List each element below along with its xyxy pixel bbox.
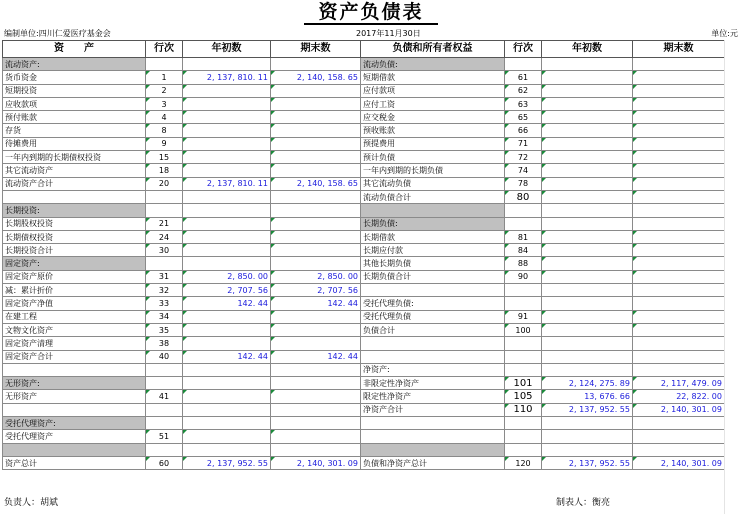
asset-line-cell[interactable]	[146, 403, 183, 416]
liability-name-cell[interactable]: 应交税金	[361, 111, 505, 124]
asset-name-cell[interactable]: 固定资产合计	[3, 350, 146, 363]
header-ending-2[interactable]: 期末数	[633, 41, 725, 58]
liability-beginning-cell[interactable]	[542, 84, 633, 97]
liability-line-cell[interactable]: 80	[505, 190, 542, 203]
asset-line-cell[interactable]	[146, 190, 183, 203]
table-row	[3, 230, 725, 243]
asset-line-cell[interactable]: 35	[146, 323, 183, 336]
asset-name-cell[interactable]: 文物文化资产	[3, 323, 146, 336]
asset-line-cell[interactable]: 51	[146, 430, 183, 443]
asset-line-cell[interactable]: 38	[146, 337, 183, 350]
asset-line-cell[interactable]: 32	[146, 284, 183, 297]
asset-ending-cell[interactable]	[271, 111, 361, 124]
liability-name-cell[interactable]: 净资产合计	[361, 403, 505, 416]
liability-line-cell[interactable]	[505, 363, 542, 376]
asset-ending-cell[interactable]	[271, 58, 361, 71]
asset-ending-cell[interactable]	[271, 217, 361, 230]
asset-line-cell[interactable]	[146, 58, 183, 71]
asset-beginning-cell[interactable]: 2, 137, 952. 55	[183, 456, 271, 469]
liability-line-cell[interactable]: 78	[505, 177, 542, 190]
asset-name-cell[interactable]: 固定资产净值	[3, 297, 146, 310]
liability-line-cell[interactable]: 71	[505, 137, 542, 150]
asset-line-cell[interactable]: 31	[146, 270, 183, 283]
asset-beginning-cell[interactable]	[183, 337, 271, 350]
asset-beginning-cell[interactable]	[183, 363, 271, 376]
table-row	[3, 204, 725, 217]
asset-ending-cell[interactable]: 2, 707. 56	[271, 284, 361, 297]
asset-name-cell[interactable]: 受托代理资产	[3, 430, 146, 443]
liability-name-cell[interactable]	[361, 284, 505, 297]
liability-beginning-cell[interactable]	[542, 363, 633, 376]
liability-name-cell[interactable]: 应付工资	[361, 97, 505, 110]
liability-line-cell[interactable]: 74	[505, 164, 542, 177]
table-row	[3, 417, 725, 430]
liability-beginning-cell[interactable]	[542, 97, 633, 110]
liability-ending-cell[interactable]	[633, 443, 725, 456]
liability-ending-cell[interactable]	[633, 124, 725, 137]
liability-ending-cell[interactable]: 2, 140, 301. 09	[633, 403, 725, 416]
asset-line-cell[interactable]	[146, 377, 183, 390]
liability-beginning-cell[interactable]	[542, 137, 633, 150]
liability-ending-cell[interactable]	[633, 164, 725, 177]
liability-line-cell[interactable]: 110	[505, 403, 542, 416]
asset-name-cell[interactable]: 预付账款	[3, 111, 146, 124]
liability-ending-cell[interactable]	[633, 58, 725, 71]
asset-ending-cell[interactable]	[271, 137, 361, 150]
liability-beginning-cell[interactable]	[542, 443, 633, 456]
asset-beginning-cell[interactable]	[183, 403, 271, 416]
liability-line-cell[interactable]	[505, 204, 542, 217]
asset-ending-cell[interactable]	[271, 124, 361, 137]
liability-name-cell[interactable]: 其他长期负债	[361, 257, 505, 270]
header-liabilities[interactable]: 负债和所有者权益	[361, 41, 505, 58]
asset-name-cell[interactable]: 无形资产:	[3, 377, 146, 390]
liability-beginning-cell[interactable]	[542, 350, 633, 363]
liability-name-cell[interactable]: 负债和净资产总计	[361, 456, 505, 469]
asset-ending-cell[interactable]	[271, 230, 361, 243]
asset-beginning-cell[interactable]	[183, 137, 271, 150]
liability-name-cell[interactable]: 长期应付款	[361, 244, 505, 257]
asset-ending-cell[interactable]	[271, 190, 361, 203]
asset-name-cell[interactable]: 资产总计	[3, 456, 146, 469]
liability-name-cell[interactable]: 净资产:	[361, 363, 505, 376]
asset-beginning-cell[interactable]	[183, 430, 271, 443]
asset-ending-cell[interactable]	[271, 443, 361, 456]
table-row	[3, 430, 725, 443]
asset-beginning-cell[interactable]	[183, 244, 271, 257]
liability-line-cell[interactable]	[505, 430, 542, 443]
asset-beginning-cell[interactable]	[183, 217, 271, 230]
liability-ending-cell[interactable]	[633, 297, 725, 310]
liability-name-cell[interactable]: 短期借款	[361, 71, 505, 84]
liability-line-cell[interactable]: 100	[505, 323, 542, 336]
asset-line-cell[interactable]: 20	[146, 177, 183, 190]
liability-beginning-cell[interactable]	[542, 297, 633, 310]
liability-line-cell[interactable]: 101	[505, 377, 542, 390]
asset-line-cell[interactable]: 2	[146, 84, 183, 97]
asset-name-cell[interactable]: 货币资金	[3, 71, 146, 84]
header-line-no[interactable]: 行次	[146, 41, 183, 58]
asset-name-cell[interactable]: 长期投资合计	[3, 244, 146, 257]
table-row	[3, 151, 725, 164]
liability-line-cell[interactable]: 120	[505, 456, 542, 469]
table-row	[3, 71, 725, 84]
liability-beginning-cell[interactable]	[542, 323, 633, 336]
asset-line-cell[interactable]	[146, 204, 183, 217]
asset-beginning-cell[interactable]	[183, 204, 271, 217]
liability-line-cell[interactable]: 66	[505, 124, 542, 137]
asset-beginning-cell[interactable]	[183, 310, 271, 323]
liability-ending-cell[interactable]	[633, 257, 725, 270]
asset-line-cell[interactable]: 33	[146, 297, 183, 310]
liability-line-cell[interactable]	[505, 297, 542, 310]
asset-beginning-cell[interactable]: 2, 137, 810. 11	[183, 177, 271, 190]
liability-name-cell[interactable]: 其它流动负债	[361, 177, 505, 190]
asset-beginning-cell[interactable]	[183, 443, 271, 456]
liability-beginning-cell[interactable]	[542, 111, 633, 124]
asset-line-cell[interactable]: 30	[146, 244, 183, 257]
liability-line-cell[interactable]	[505, 58, 542, 71]
liability-ending-cell[interactable]	[633, 190, 725, 203]
liability-beginning-cell[interactable]: 2, 124, 275. 89	[542, 377, 633, 390]
header-beginning[interactable]: 年初数	[183, 41, 271, 58]
asset-name-cell[interactable]: 长期股权投资	[3, 217, 146, 230]
liability-name-cell[interactable]: 应付款项	[361, 84, 505, 97]
liability-name-cell[interactable]: 限定性净资产	[361, 390, 505, 403]
asset-name-cell[interactable]: 长期债权投资	[3, 230, 146, 243]
asset-name-cell[interactable]: 长期投资:	[3, 204, 146, 217]
liability-ending-cell[interactable]: 22, 822. 00	[633, 390, 725, 403]
asset-beginning-cell[interactable]	[183, 111, 271, 124]
asset-ending-cell[interactable]: 142. 44	[271, 297, 361, 310]
asset-name-cell[interactable]: 一年内到期的长期债权投资	[3, 151, 146, 164]
asset-beginning-cell[interactable]	[183, 84, 271, 97]
table-row	[3, 124, 725, 137]
table-row	[3, 164, 725, 177]
liability-beginning-cell[interactable]	[542, 284, 633, 297]
liability-ending-cell[interactable]	[633, 204, 725, 217]
asset-name-cell[interactable]: 在建工程	[3, 310, 146, 323]
liability-ending-cell[interactable]	[633, 177, 725, 190]
liability-ending-cell[interactable]	[633, 84, 725, 97]
liability-name-cell[interactable]	[361, 443, 505, 456]
asset-ending-cell[interactable]: 2, 140, 158. 65	[271, 177, 361, 190]
liability-name-cell[interactable]: 预收账款	[361, 124, 505, 137]
asset-line-cell[interactable]	[146, 363, 183, 376]
liability-line-cell[interactable]: 88	[505, 257, 542, 270]
table-row	[3, 350, 725, 363]
liability-name-cell[interactable]	[361, 430, 505, 443]
liability-name-cell[interactable]: 长期负债:	[361, 217, 505, 230]
liability-beginning-cell[interactable]	[542, 217, 633, 230]
asset-ending-cell[interactable]	[271, 244, 361, 257]
asset-ending-cell[interactable]: 2, 140, 301. 09	[271, 456, 361, 469]
liability-line-cell[interactable]	[505, 443, 542, 456]
liability-beginning-cell[interactable]	[542, 337, 633, 350]
table-row	[3, 97, 725, 110]
liability-ending-cell[interactable]	[633, 97, 725, 110]
asset-ending-cell[interactable]	[271, 257, 361, 270]
asset-beginning-cell[interactable]: 2, 850. 00	[183, 270, 271, 283]
table-row	[3, 84, 725, 97]
liability-beginning-cell[interactable]: 2, 137, 952. 55	[542, 403, 633, 416]
asset-line-cell[interactable]: 15	[146, 151, 183, 164]
liability-line-cell[interactable]: 61	[505, 71, 542, 84]
liability-line-cell[interactable]: 65	[505, 111, 542, 124]
asset-ending-cell[interactable]	[271, 84, 361, 97]
table-row	[3, 403, 725, 416]
liability-name-cell[interactable]: 预计负债	[361, 151, 505, 164]
asset-ending-cell[interactable]	[271, 363, 361, 376]
liability-beginning-cell[interactable]	[542, 270, 633, 283]
asset-name-cell[interactable]: 存货	[3, 124, 146, 137]
asset-name-cell[interactable]: 固定资产原价	[3, 270, 146, 283]
asset-ending-cell[interactable]	[271, 417, 361, 430]
asset-name-cell[interactable]	[3, 363, 146, 376]
liability-line-cell[interactable]: 63	[505, 97, 542, 110]
asset-beginning-cell[interactable]	[183, 417, 271, 430]
liability-ending-cell[interactable]	[633, 71, 725, 84]
liability-line-cell[interactable]	[505, 284, 542, 297]
liability-line-cell[interactable]: 90	[505, 270, 542, 283]
table-row	[3, 190, 725, 203]
table-row	[3, 456, 725, 469]
liability-beginning-cell[interactable]	[542, 164, 633, 177]
asset-ending-cell[interactable]	[271, 403, 361, 416]
table-row	[3, 244, 725, 257]
header-ending[interactable]: 期末数	[271, 41, 361, 58]
asset-ending-cell[interactable]	[271, 97, 361, 110]
liability-ending-cell[interactable]	[633, 284, 725, 297]
asset-name-cell[interactable]: 减：累计折价	[3, 284, 146, 297]
liability-ending-cell[interactable]	[633, 137, 725, 150]
asset-name-cell[interactable]: 待摊费用	[3, 137, 146, 150]
liability-beginning-cell[interactable]	[542, 177, 633, 190]
asset-ending-cell[interactable]	[271, 430, 361, 443]
asset-beginning-cell[interactable]	[183, 257, 271, 270]
balance-sheet-table	[2, 40, 725, 470]
asset-ending-cell[interactable]: 2, 850. 00	[271, 270, 361, 283]
asset-name-cell[interactable]: 无形资产	[3, 390, 146, 403]
asset-line-cell[interactable]	[146, 443, 183, 456]
asset-name-cell[interactable]: 固定资产清理	[3, 337, 146, 350]
liability-ending-cell[interactable]	[633, 417, 725, 430]
asset-ending-cell[interactable]	[271, 323, 361, 336]
liability-ending-cell[interactable]: 2, 140, 301. 09	[633, 456, 725, 469]
asset-name-cell[interactable]: 流动资产合计	[3, 177, 146, 190]
header-line-no-2[interactable]: 行次	[505, 41, 542, 58]
liability-line-cell[interactable]	[505, 337, 542, 350]
table-row	[3, 337, 725, 350]
table-row	[3, 297, 725, 310]
liability-beginning-cell[interactable]	[542, 430, 633, 443]
liability-name-cell[interactable]: 受托代理负债:	[361, 297, 505, 310]
asset-name-cell[interactable]: 固定资产:	[3, 257, 146, 270]
liability-line-cell[interactable]: 62	[505, 84, 542, 97]
liability-line-cell[interactable]: 84	[505, 244, 542, 257]
liability-ending-cell[interactable]	[633, 323, 725, 336]
asset-line-cell[interactable]: 3	[146, 97, 183, 110]
asset-beginning-cell[interactable]	[183, 323, 271, 336]
asset-beginning-cell[interactable]: 142. 44	[183, 297, 271, 310]
asset-line-cell[interactable]: 24	[146, 230, 183, 243]
liability-beginning-cell[interactable]	[542, 124, 633, 137]
asset-beginning-cell[interactable]	[183, 190, 271, 203]
liability-name-cell[interactable]: 长期负债合计	[361, 270, 505, 283]
asset-name-cell[interactable]: 短期投资	[3, 84, 146, 97]
liability-beginning-cell[interactable]	[542, 71, 633, 84]
liability-name-cell[interactable]	[361, 204, 505, 217]
table-row	[3, 111, 725, 124]
liability-ending-cell[interactable]	[633, 230, 725, 243]
sheet-gridline	[724, 40, 742, 514]
asset-beginning-cell[interactable]	[183, 377, 271, 390]
asset-line-cell[interactable]: 34	[146, 310, 183, 323]
asset-name-cell[interactable]: 应收款项	[3, 97, 146, 110]
asset-line-cell[interactable]: 4	[146, 111, 183, 124]
asset-ending-cell[interactable]	[271, 310, 361, 323]
asset-beginning-cell[interactable]	[183, 124, 271, 137]
liability-beginning-cell[interactable]	[542, 58, 633, 71]
report-title: 资产负债表	[0, 0, 742, 26]
liability-line-cell[interactable]	[505, 217, 542, 230]
header-beginning-2[interactable]: 年初数	[542, 41, 633, 58]
asset-beginning-cell[interactable]: 2, 707. 56	[183, 284, 271, 297]
asset-beginning-cell[interactable]	[183, 151, 271, 164]
liability-ending-cell[interactable]	[633, 350, 725, 363]
table-row	[3, 390, 725, 403]
table-row	[3, 443, 725, 456]
liability-name-cell[interactable]: 预提费用	[361, 137, 505, 150]
liability-ending-cell[interactable]	[633, 270, 725, 283]
table-row	[3, 58, 725, 71]
liability-name-cell[interactable]	[361, 417, 505, 430]
liability-line-cell[interactable]: 72	[505, 151, 542, 164]
liability-ending-cell[interactable]	[633, 151, 725, 164]
liability-line-cell[interactable]	[505, 350, 542, 363]
liability-ending-cell[interactable]	[633, 430, 725, 443]
liability-name-cell[interactable]	[361, 337, 505, 350]
table-row	[3, 284, 725, 297]
liability-beginning-cell[interactable]	[542, 190, 633, 203]
asset-ending-cell[interactable]	[271, 164, 361, 177]
asset-ending-cell[interactable]	[271, 151, 361, 164]
liability-beginning-cell[interactable]: 13, 676. 66	[542, 390, 633, 403]
liability-name-cell[interactable]: 受托代理负债	[361, 310, 505, 323]
asset-name-cell[interactable]	[3, 443, 146, 456]
asset-ending-cell[interactable]	[271, 204, 361, 217]
asset-name-cell[interactable]	[3, 190, 146, 203]
liability-beginning-cell[interactable]: 2, 137, 952. 55	[542, 456, 633, 469]
asset-ending-cell[interactable]: 2, 140, 158. 65	[271, 71, 361, 84]
liability-name-cell[interactable]: 一年内到期的长期负债	[361, 164, 505, 177]
asset-line-cell[interactable]: 41	[146, 390, 183, 403]
liability-beginning-cell[interactable]	[542, 310, 633, 323]
table-row	[3, 177, 725, 190]
liability-ending-cell[interactable]: 2, 117, 479. 09	[633, 377, 725, 390]
responsible-person: 负责人：胡斌	[4, 498, 59, 508]
table-row	[3, 217, 725, 230]
table-row	[3, 137, 725, 150]
liability-ending-cell[interactable]	[633, 363, 725, 376]
asset-line-cell[interactable]	[146, 257, 183, 270]
asset-name-cell[interactable]: 流动资产:	[3, 58, 146, 71]
asset-name-cell[interactable]: 其它流动资产	[3, 164, 146, 177]
liability-line-cell[interactable]: 81	[505, 230, 542, 243]
asset-beginning-cell[interactable]: 142. 44	[183, 350, 271, 363]
liability-line-cell[interactable]	[505, 417, 542, 430]
organization-label: 编制单位:四川仁爱医疗基金会	[4, 29, 111, 38]
liability-name-cell[interactable]	[361, 350, 505, 363]
liability-beginning-cell[interactable]	[542, 244, 633, 257]
liability-name-cell[interactable]: 非限定性净资产	[361, 377, 505, 390]
asset-line-cell[interactable]: 8	[146, 124, 183, 137]
liability-ending-cell[interactable]	[633, 111, 725, 124]
asset-line-cell[interactable]: 18	[146, 164, 183, 177]
report-date: 2017年11月30日	[356, 29, 421, 38]
table-row	[3, 323, 725, 336]
currency-unit: 单位:元	[711, 29, 738, 38]
asset-ending-cell[interactable]	[271, 337, 361, 350]
liability-name-cell[interactable]: 负债合计	[361, 323, 505, 336]
table-row	[3, 310, 725, 323]
table-row	[3, 377, 725, 390]
liability-line-cell[interactable]: 105	[505, 390, 542, 403]
liability-ending-cell[interactable]	[633, 244, 725, 257]
table-row	[3, 257, 725, 270]
liability-beginning-cell[interactable]	[542, 151, 633, 164]
liability-beginning-cell[interactable]	[542, 230, 633, 243]
asset-line-cell[interactable]: 9	[146, 137, 183, 150]
asset-line-cell[interactable]	[146, 417, 183, 430]
asset-ending-cell[interactable]: 142. 44	[271, 350, 361, 363]
asset-line-cell[interactable]: 60	[146, 456, 183, 469]
liability-beginning-cell[interactable]	[542, 417, 633, 430]
liability-line-cell[interactable]: 91	[505, 310, 542, 323]
asset-line-cell[interactable]: 40	[146, 350, 183, 363]
header-assets[interactable]: 资 产	[3, 41, 146, 58]
asset-beginning-cell[interactable]: 2, 137, 810. 11	[183, 71, 271, 84]
liability-ending-cell[interactable]	[633, 337, 725, 350]
liability-ending-cell[interactable]	[633, 310, 725, 323]
asset-name-cell[interactable]: 受托代理资产:	[3, 417, 146, 430]
liability-name-cell[interactable]: 流动负债:	[361, 58, 505, 71]
asset-beginning-cell[interactable]	[183, 230, 271, 243]
asset-line-cell[interactable]: 1	[146, 71, 183, 84]
table-row	[3, 270, 725, 283]
liability-name-cell[interactable]: 长期借款	[361, 230, 505, 243]
asset-name-cell[interactable]	[3, 403, 146, 416]
asset-ending-cell[interactable]	[271, 377, 361, 390]
asset-beginning-cell[interactable]	[183, 164, 271, 177]
header-row	[3, 41, 725, 58]
asset-beginning-cell[interactable]	[183, 58, 271, 71]
asset-ending-cell[interactable]	[271, 390, 361, 403]
liability-beginning-cell[interactable]	[542, 204, 633, 217]
table-maker: 制表人：衡亮	[556, 498, 611, 508]
liability-beginning-cell[interactable]	[542, 257, 633, 270]
table-row	[3, 363, 725, 376]
asset-beginning-cell[interactable]	[183, 97, 271, 110]
liability-name-cell[interactable]: 流动负债合计	[361, 190, 505, 203]
liability-ending-cell[interactable]	[633, 217, 725, 230]
asset-beginning-cell[interactable]	[183, 390, 271, 403]
asset-line-cell[interactable]: 21	[146, 217, 183, 230]
